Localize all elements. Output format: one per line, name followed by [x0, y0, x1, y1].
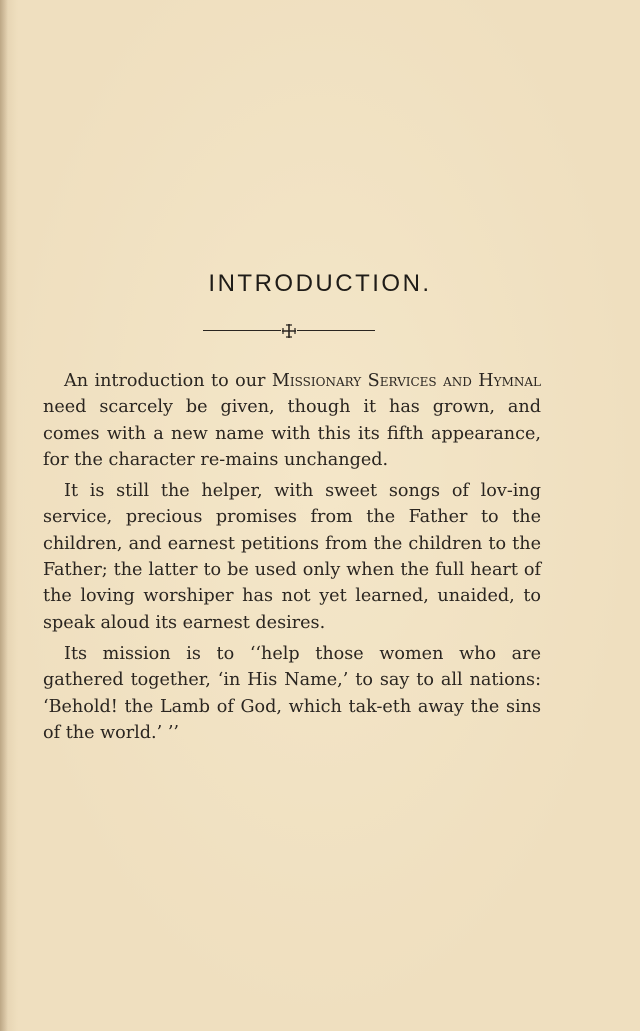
divider-rule-left: [203, 330, 281, 331]
introduction-body: [43, 368, 541, 751]
paragraph-3: Its mission is to ‘‘help those women who are gathered together, ‘in His Name,’ to say to all nations: ‘Behold! the Lamb of God, which tak-eth away the sins of the world.’ ’’: [43, 643, 541, 743]
page-gutter-shadow: [0, 0, 8, 1031]
paragraph-1-lead: An introduction to our: [64, 371, 272, 391]
cross-ornament-icon: [281, 323, 297, 339]
paragraph-1: [43, 368, 541, 473]
paragraph-1-rest: need scarcely be given, though it has grown, and comes with a new name with this its fifth appearance, for the character re-mains unchanged.: [43, 397, 541, 470]
divider-rule-right: [297, 330, 375, 331]
title-divider: [203, 323, 375, 339]
paragraph-2: It is still the helper, with sweet songs of lov-ing service, precious promises from the Father to the children, and earnest petitions from the children to the Father; the latter to be used only when the full heart of the loving worshiper has not yet learned, unaided, to speak aloud its earnest desires.: [43, 481, 541, 633]
page-title: INTRODUCTION.: [208, 270, 432, 297]
hymnal-title: Missionary Services and Hymnal: [271, 371, 541, 391]
